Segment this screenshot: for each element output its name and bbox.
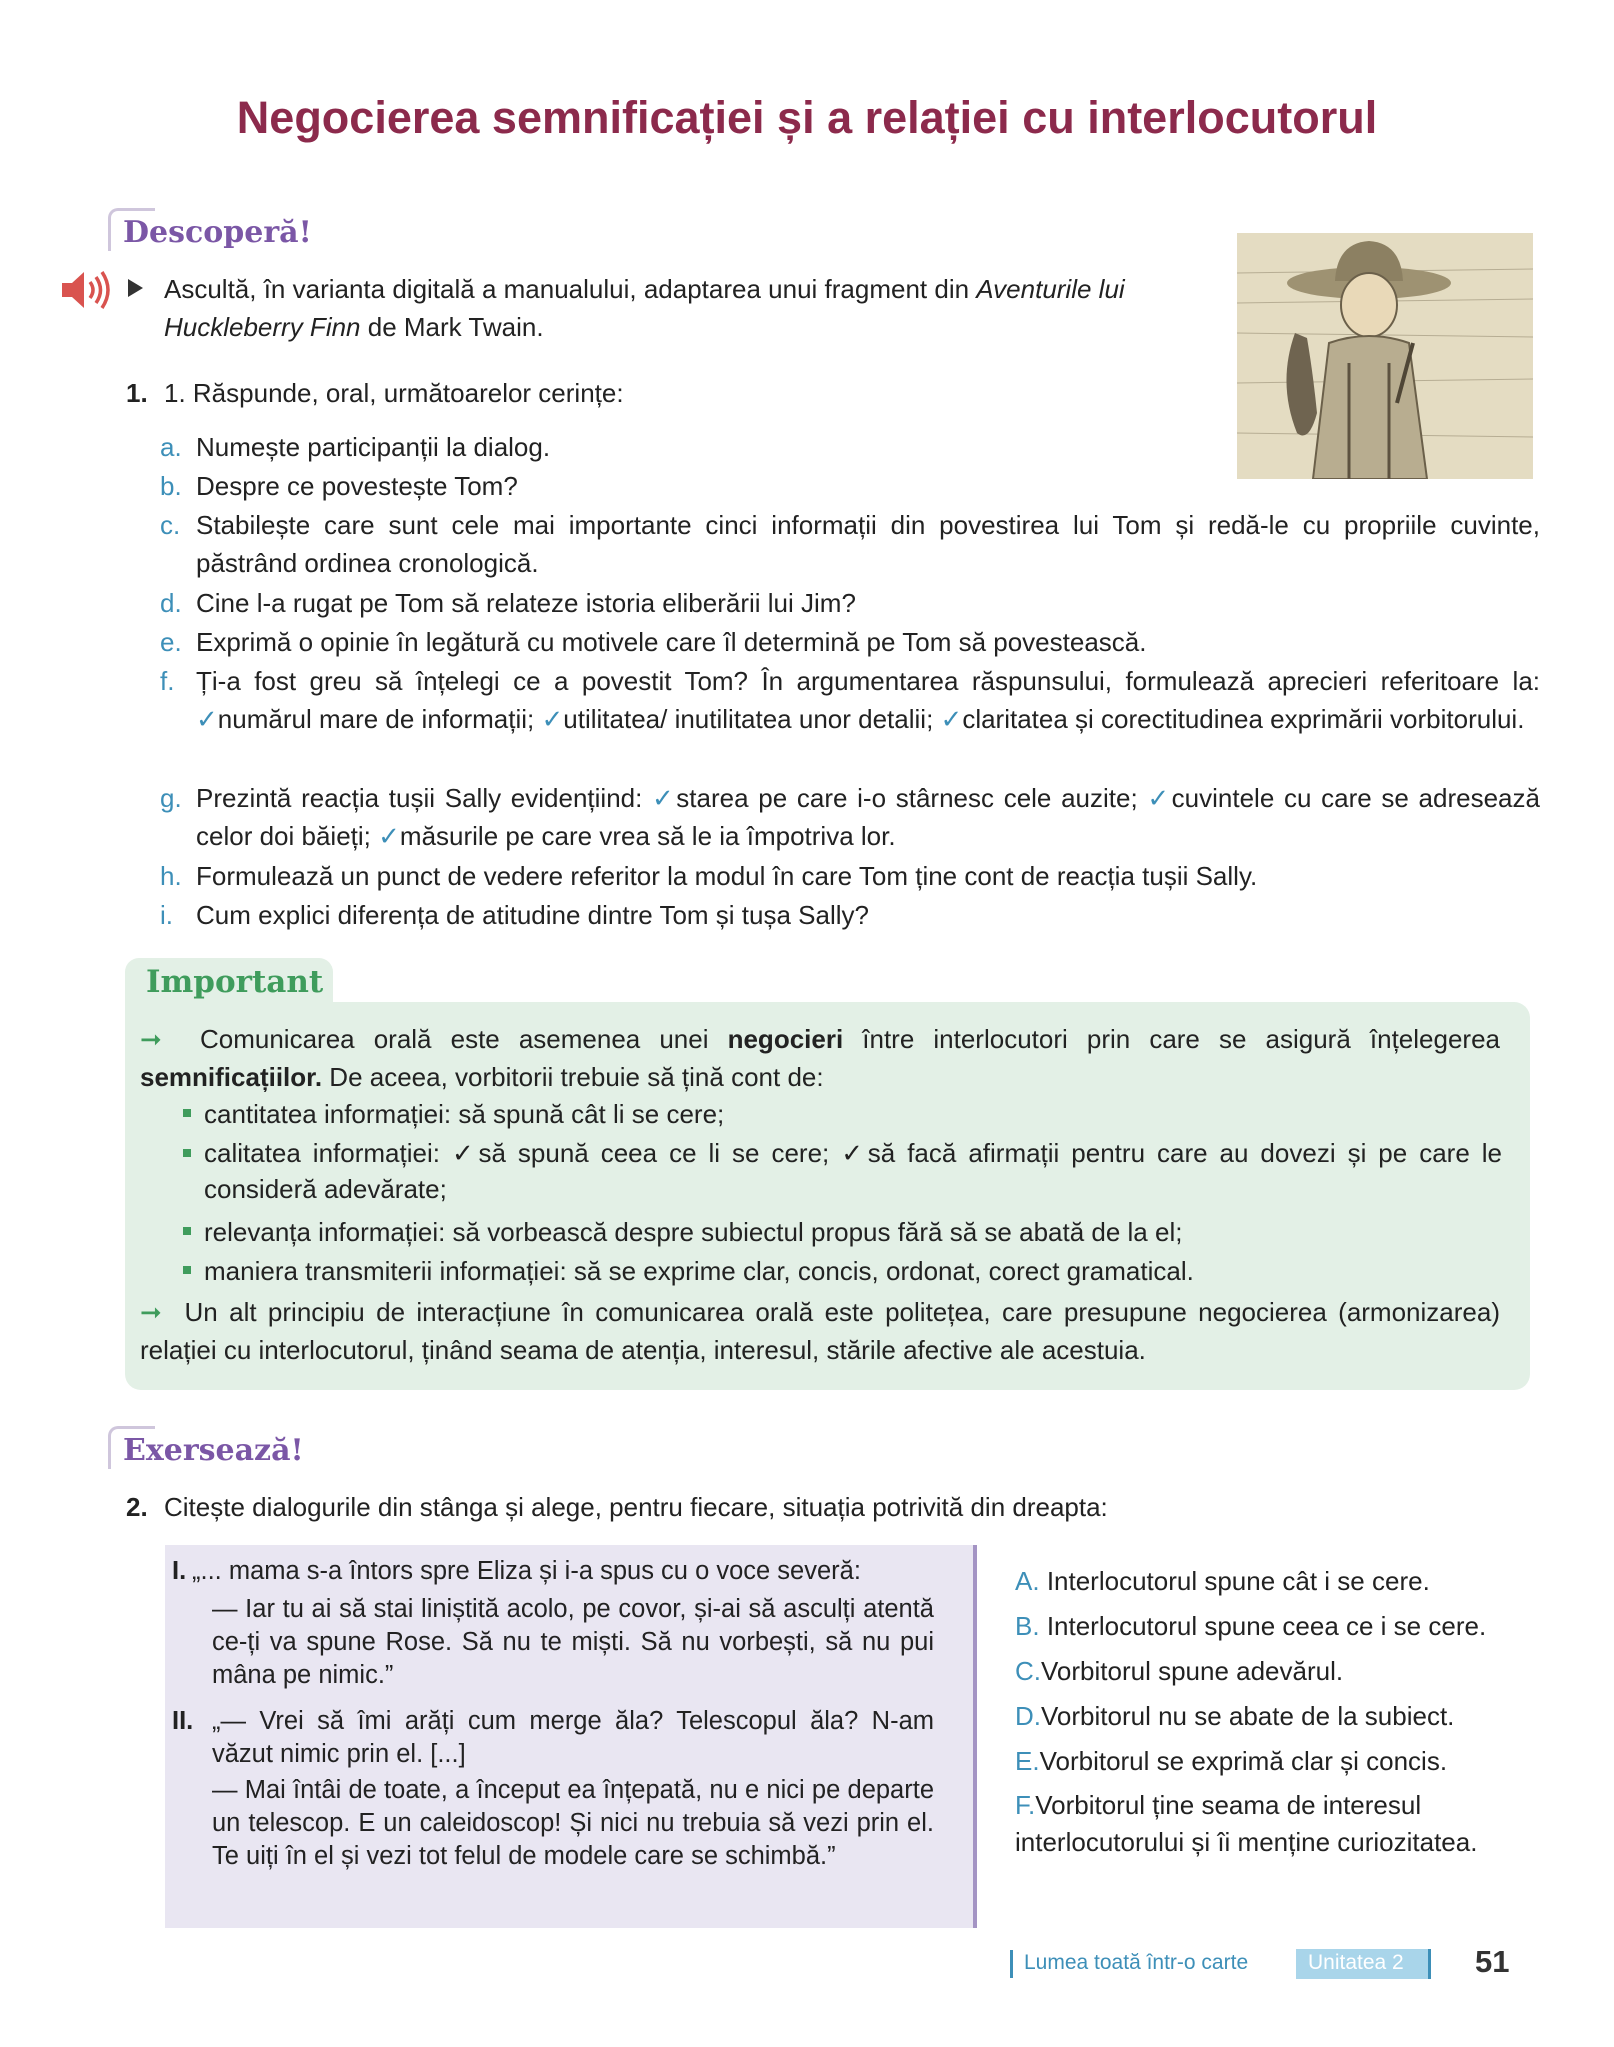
option-d: D.Vorbitorul nu se abate de la subiect. [1015,1701,1455,1731]
question-2-text: Citește dialogurile din stânga și alege, pentru fiecare, situația potrivită din dreapta: [164,1492,1108,1522]
bullet-icon [183,1266,191,1274]
check-icon: ✓ [451,1138,479,1168]
bullet-icon [183,1109,191,1117]
footer-divider [1010,1950,1013,1978]
list-item: i. Cum explici diferența de atitudine dintre Tom și tușa Sally? [160,900,869,930]
footer-book-title: Lumea toată într-o carte [1024,1951,1249,1974]
option-c: C.Vorbitorul spune adevărul. [1015,1656,1344,1686]
option-f: F.Vorbitorul ține seama de interesul interlocutorului și îi menține curiozitatea. [1015,1790,1478,1857]
dialog-number-1: I. [172,1557,187,1585]
arrow-right-icon: ➞ [140,1024,162,1054]
question-number-2: 2. [126,1492,148,1522]
option-a: A. Interlocutorul spune cât i se cere. [1015,1566,1430,1596]
question-number-1: 1. [126,378,148,408]
important-label: Important [146,964,324,1000]
play-icon[interactable] [128,279,143,297]
list-item: c. Stabilește care sunt cele mai importante cinci informații din povestirea lui Tom și redă-le cu propriile cuvinte, păstrând ordinea cronologică. [160,510,1540,578]
check-icon: ✓ [1147,783,1172,813]
list-item: b. Despre ce povestește Tom? [160,471,518,501]
check-icon: ✓ [652,783,677,813]
question-1-text: 1. Răspunde, oral, următoarelor cerințe: [164,378,624,408]
bullet-icon [183,1149,191,1157]
dialog-2-body: — Mai întâi de toate, a început ea înțepată, nu e nici pe departe un telescop. E un caleidoscop! Și nici nu trebuia să vezi prin el. Te uiți în el și vezi tot felul de modele care se schimbă.” [212,1776,934,1870]
dialog-number-2: II. [172,1707,194,1735]
footer-divider [1428,1949,1431,1979]
check-icon: ✓ [541,704,564,734]
list-item: d. Cine l-a rugat pe Tom să relateze istoria eliberării lui Jim? [160,588,856,618]
page-title: Negocierea semnificației și a relației cu interlocutorul [236,92,1378,143]
option-b: B. Interlocutorul spune ceea ce i se cere. [1015,1611,1487,1641]
list-item: e. Exprimă o opinie în legătură cu motivele care îl determină pe Tom să povestească. [160,627,1147,657]
list-item: h. Formulează un punct de vedere referitor la modul în care Tom ține cont de reacția tușii Sally. [160,861,1258,891]
check-icon: ✓ [196,704,218,734]
bullet-icon [183,1227,191,1235]
check-icon: ✓ [841,1138,868,1168]
section-label-practice: Exersează! [123,1433,304,1468]
listen-instruction: Ascultă, în varianta digitală a manualului, adaptarea unui fragment din Aventurile lui Huckleberry Finn de Mark Twain. [164,274,1125,342]
dialog-1-intro: „... mama s-a întors spre Eliza și i-a spus cu o voce severă: [192,1557,861,1585]
arrow-right-icon: ➞ [140,1297,162,1327]
list-item: a. Numește participanții la dialog. [160,432,551,462]
important-bullet-4: maniera transmiterii informației: să se exprime clar, concis, ordonat, corect gramatical. [204,1256,1194,1286]
important-paragraph-1: ➞ Comunicarea orală este asemenea unei negocieri între interlocutori prin care se asigură înțelegerea semnificațiilor. De aceea, vorbitorii trebuie să țină cont de: [140,1024,1500,1092]
important-bullet-3: relevanța informației: să vorbească despre subiectul propus fără să se abată de la el; [204,1217,1183,1247]
dialog-2-intro: „— Vrei să îmi arăți cum merge ăla? Telescopul ăla? N-am văzut nimic prin el. [...] [212,1707,934,1768]
important-bullet-2: calitatea informației: ✓să spună ceea ce li se cere; ✓să facă afirmații pentru care au dovezi și pe care le consideră adevărate; [204,1138,1502,1204]
important-paragraph-2: ➞ Un alt principiu de interacțiune în comunicarea orală este politețea, care presupune negocierea (armonizarea) relației cu interlocutorul, ținând seama de atenția, interesul, stările afective ale acestuia. [140,1297,1500,1365]
check-icon: ✓ [378,821,400,851]
footer-unit-label: Unitatea 2 [1308,1951,1404,1974]
check-icon: ✓ [940,704,963,734]
list-item: g. Prezintă reacția tușii Sally evidențiind: ✓starea pe care i-o stârnesc cele auzite; ✓cuvintele cu care se adresează celor doi băieți; ✓măsurile pe care vrea să le ia împotriva lor. [160,783,1540,851]
important-bullet-1: cantitatea informației: să spună cât li se cere; [204,1099,725,1129]
option-e: E.Vorbitorul se exprimă clar și concis. [1015,1746,1448,1776]
dialog-1-body: — Iar tu ai să stai liniștită acolo, pe covor, și-ai să asculți atentă ce-ți va spune Rose. Să nu te miști. Să nu vorbești, să nu pui mâna pe nimic.” [212,1595,934,1689]
speaker-icon[interactable] [60,268,114,312]
list-item: f. Ți-a fost greu să înțelegi ce a povestit Tom? În argumentarea răspunsului, formulează aprecieri referitoare la: ✓numărul mare de informații; ✓utilitatea/ inutilitatea unor detalii; ✓claritatea și corectitudinea exprimării vorbitorului. [160,666,1540,734]
page-number: 51 [1475,1944,1510,1979]
section-label-discover: Descoperă! [123,215,312,250]
